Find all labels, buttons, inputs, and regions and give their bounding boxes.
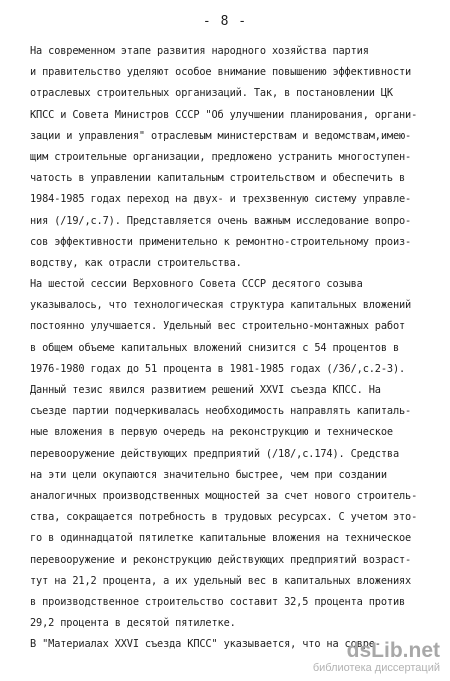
text-line: отраслевых строительных организаций. Так, в постановлении ЦК [30,87,393,100]
text-line: щим строительные организации, предложено устранить многоступен- [30,150,412,163]
text-line: сов эффективности применительно к ремонтно-строительному произ- [30,235,412,248]
text-line: На шестой сессии Верховного Совета СССР десятого созыва [30,278,363,291]
watermark [313,640,440,675]
text-line: На современном этапе развития народного хозяйства партия [30,45,369,57]
text-line: зации и управления" отраслевым министерствам и ведомствам,имею- [30,129,412,142]
text-line: 1984-1985 годах переход на двух- и трехзвенную систему управле- [30,193,412,206]
text-line: в производственное строительство составит 32,5 процента против [30,595,406,608]
document-body [30,41,430,655]
text-line: перевооружение и реконструкцию действующих предприятий возраст- [30,553,412,566]
text-line: ства, сокращается потребность в трудовых ресурсах. С учетом это- [30,511,418,524]
text-line: аналогичных производственных мощностей за счет нового строитель- [30,489,418,502]
text-line: съезде партии подчеркивалась необходимость направлять капиталь- [30,405,412,418]
text-line: водству, как отрасли строительства. [30,256,242,269]
text-line: перевооружение действующих предприятий (/18/,с.174). Средства [30,447,400,460]
text-line: указывалось, что технологическая структура капитальных вложений [30,299,412,312]
text-line: и правительство уделяют особое внимание повышению эффективности [30,66,412,79]
watermark-subtitle: библиотека диссертаций [312,662,440,674]
text-line: КПСС и Совета Министров СССР "Об улучшении планирования, органи- [30,108,418,121]
text-line: го в одиннадцатой пятилетке капитальные вложения на техническое [30,532,412,545]
text-line: в общем объеме капитальных вложений снизится с 54 процентов в [30,341,400,354]
page-number: - 8 - [202,14,248,29]
text-line: чатость в управлении капитальным строительством и обеспечить в [30,172,406,185]
text-line: ния (/19/,с.7). Представляется очень важным исследование вопро- [30,214,412,227]
text-line: тут на 21,2 процента, а их удельный вес в капитальных вложениях [30,574,412,587]
text-line: 29,2 процента в десятой пятилетке. [30,617,236,630]
watermark-logo: dsLib.net [346,639,440,662]
text-line: ные вложения в первую очередь на реконструкцию и техническое [30,426,393,439]
text-line: Данный тезис явился развитием решений XXVI съезда КПСС. На [30,384,381,396]
text-line: постоянно улучшается. Удельный вес строительно-монтажных работ [30,320,406,333]
text-line: 1976-1980 годах до 51 процента в 1981-1985 годах (/36/,с.2-3). [30,362,406,375]
text-line: В "Материалах XXVI съезда КПСС" указывается, что на совре- [30,638,381,651]
text-line: на эти цели окупаются значительно быстрее, чем при создании [30,468,387,481]
